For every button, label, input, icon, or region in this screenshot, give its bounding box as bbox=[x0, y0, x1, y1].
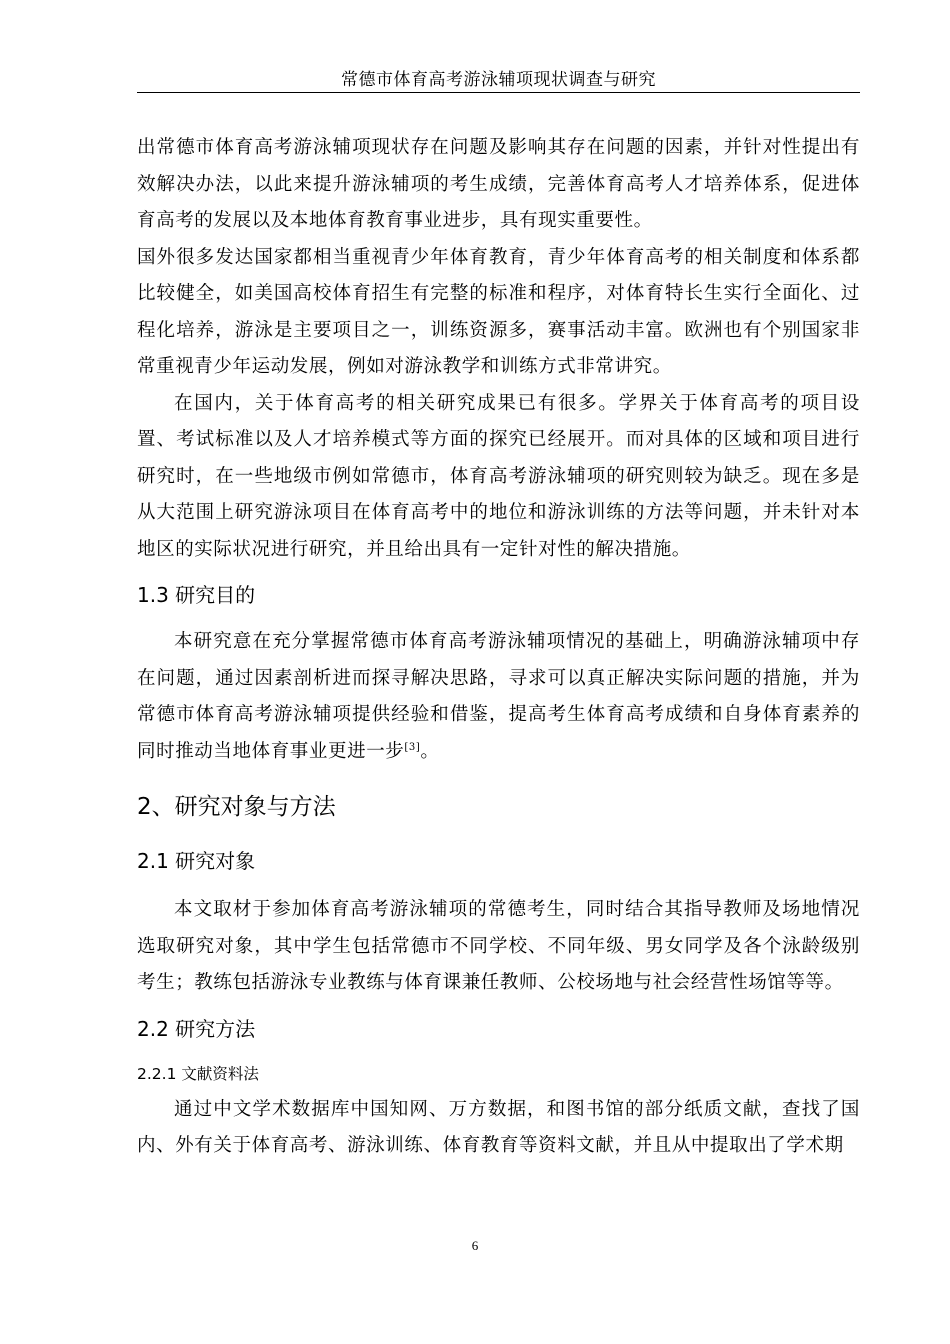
heading-2-1: 2.1 研究对象 bbox=[137, 849, 256, 873]
paragraph-literature-method: 通过中文学术数据库中国知网、万方数据，和图书馆的部分纸质文献，查找了国内、外有关于体育高考、游泳训练、体育教育等资料文献，并且从中提取出了学术期 bbox=[137, 1098, 860, 1156]
document-body bbox=[137, 130, 860, 1165]
running-header: 常德市体育高考游泳辅项现状调查与研究 bbox=[341, 70, 656, 90]
paragraph-research-purpose-text: 本研究意在充分掌握常德市体育高考游泳辅项情况的基础上，明确游泳辅项中存在问题，通过因素剖析进而探寻解决思路，寻求可以真正解决实际问题的措施，并为常德市体育高考游泳辅项提供经验和借鉴，提高考生体育高考成绩和自身体育素养的同时推动当地体育事业更进一步 bbox=[137, 631, 860, 762]
paragraph-intro-continued: 出常德市体育高考游泳辅项现状存在问题及影响其存在问题的因素，并针对性提出有效解决办法，以此来提升游泳辅项的考生成绩，完善体育高考人才培养体系，促进体育高考的发展以及本地体育教育事业进步，具有现实重要性。 bbox=[137, 137, 860, 231]
paragraph-research-purpose bbox=[137, 624, 860, 770]
page-number: 6 bbox=[471, 1238, 479, 1253]
heading-2-2: 2.2 研究方法 bbox=[137, 1016, 256, 1041]
header-rule bbox=[137, 92, 860, 93]
paragraph-foreign-research: 国外很多发达国家都相当重视青少年体育教育，青少年体育高考的相关制度和体系都比较健全，如美国高校体育招生有完整的标准和程序，对体育特长生实行全面化、过程化培养，游泳是主要项目之一，训练资源多，赛事活动丰富。欧洲也有个别国家非常重视青少年运动发展，例如对游泳教学和训练方式非常讲究。 bbox=[137, 246, 860, 377]
citation-ref[interactable]: [3] bbox=[404, 741, 421, 753]
heading-2: 2、研究对象与方法 bbox=[137, 794, 336, 820]
paragraph-domestic-research: 在国内，关于体育高考的相关研究成果已有很多。学界关于体育高考的项目设置、考试标准以及人才培养模式等方面的探究已经展开。而对具体的区域和项目进行研究时，在一些地级市例如常德市，体育高考游泳辅项的研究则较为缺乏。现在多是从大范围上研究游泳项目在体育高考中的地位和游泳训练的方法等问题，并未针对本地区的实际状况进行研究，并且给出具有一定针对性的解决措施。 bbox=[137, 392, 860, 560]
heading-2-2-1: 2.2.1 文献资料法 bbox=[137, 1064, 259, 1083]
paragraph-research-purpose-end: 。 bbox=[420, 740, 440, 762]
paragraph-research-object: 本文取材于参加体育高考游泳辅项的常德考生，同时结合其指导教师及场地情况选取研究对象，其中学生包括常德市不同学校、不同年级、男女同学及各个泳龄级别考生；教练包括游泳专业教练与体育课兼任教师、公校场地与社会经营性场馆等等。 bbox=[137, 899, 860, 993]
heading-1-3: 1.3 研究目的 bbox=[137, 583, 256, 607]
